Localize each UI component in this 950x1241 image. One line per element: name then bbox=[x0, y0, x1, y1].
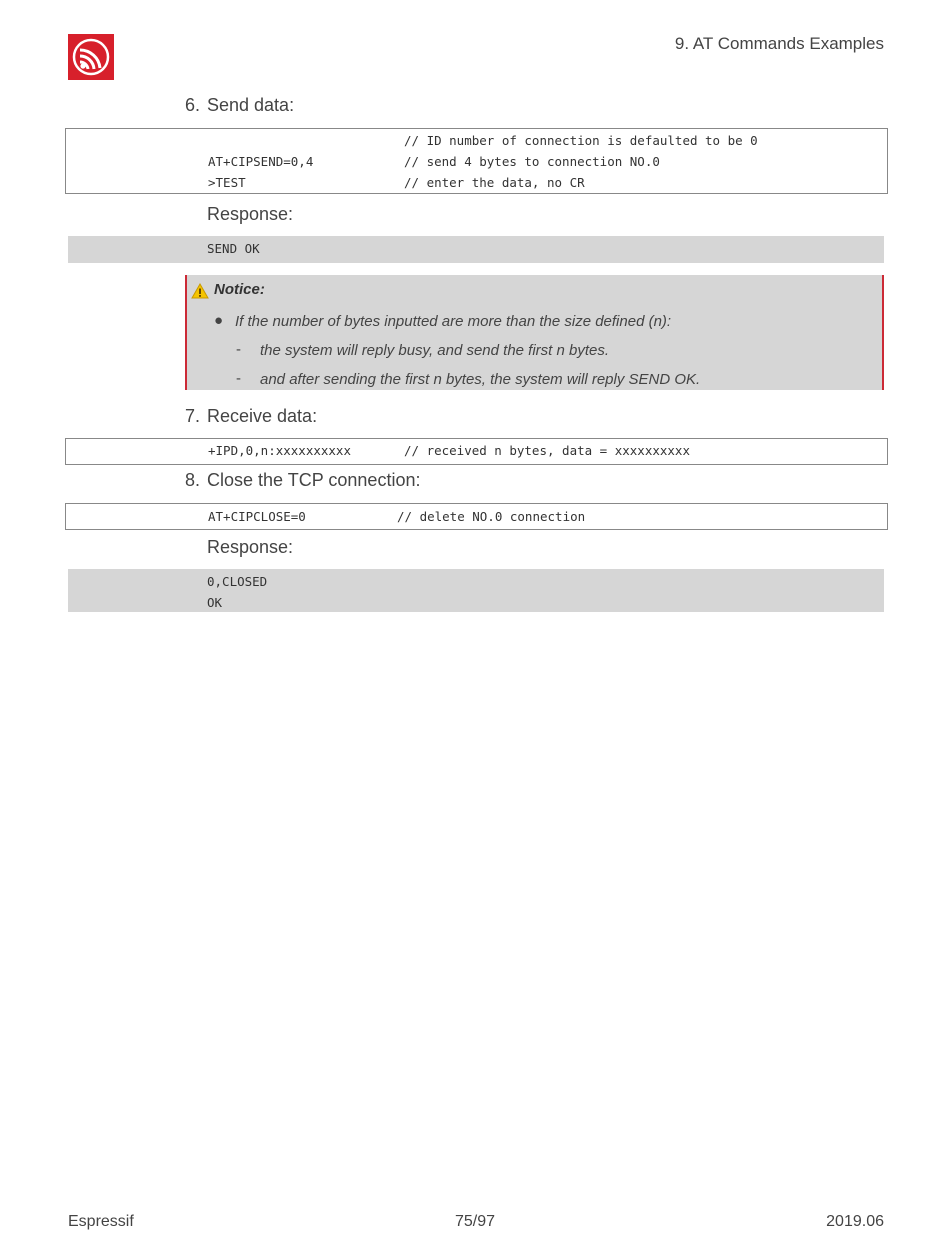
step-title: Receive data: bbox=[207, 406, 318, 426]
response-line: 0,CLOSED bbox=[207, 574, 268, 589]
step-7-heading bbox=[185, 406, 585, 430]
espressif-logo-icon bbox=[68, 34, 114, 80]
bullet-dot: ● bbox=[214, 312, 224, 329]
response-block-close bbox=[68, 569, 884, 612]
notice-box bbox=[185, 275, 884, 390]
code-block-send bbox=[65, 128, 888, 194]
code-command: AT+CIPSEND=0,4 bbox=[208, 154, 314, 169]
response-label: Response: bbox=[207, 537, 294, 557]
response-text: SEND OK bbox=[207, 241, 260, 256]
step-8-heading bbox=[185, 470, 585, 494]
code-comment: // ID number of connection is defaulted to be 0 bbox=[404, 133, 758, 148]
code-comment: // delete NO.0 connection bbox=[397, 509, 586, 524]
step-number: 7. bbox=[185, 406, 201, 426]
step-6-heading bbox=[185, 95, 585, 119]
code-comment: // received n bytes, data = xxxxxxxxxx bbox=[404, 443, 690, 458]
notice-sub-text: the system will reply busy, and send the first n bytes. bbox=[260, 342, 610, 359]
code-block-receive bbox=[65, 438, 888, 465]
code-command: +IPD,0,n:xxxxxxxxxx bbox=[208, 443, 351, 458]
notice-bullet-text: If the number of bytes inputted are more than the size defined (n): bbox=[235, 313, 672, 330]
step-number: 6. bbox=[185, 95, 201, 115]
code-comment: // send 4 bytes to connection NO.0 bbox=[404, 154, 660, 169]
notice-sub-text: and after sending the first n bytes, the system will reply SEND OK. bbox=[260, 371, 701, 388]
code-command: AT+CIPCLOSE=0 bbox=[208, 509, 306, 524]
step-title: Send data: bbox=[207, 95, 295, 115]
sub-dash: - bbox=[236, 370, 241, 387]
code-block-close bbox=[65, 503, 888, 530]
header-title: 9. AT Commands Examples bbox=[674, 34, 884, 53]
notice-title: Notice: bbox=[214, 281, 265, 298]
footer-page-number: 75/97 bbox=[455, 1213, 496, 1230]
response-label: Response: bbox=[207, 204, 294, 224]
response-line: OK bbox=[207, 595, 223, 610]
footer-company: Espressif bbox=[68, 1213, 134, 1230]
step-title: Close the TCP connection: bbox=[207, 470, 421, 490]
code-command: >TEST bbox=[208, 175, 246, 190]
warning-icon bbox=[191, 283, 209, 304]
response-block-send bbox=[68, 236, 884, 263]
code-comment: // enter the data, no CR bbox=[404, 175, 585, 190]
footer-date: 2019.06 bbox=[826, 1213, 884, 1230]
step-number: 8. bbox=[185, 470, 201, 490]
sub-dash: - bbox=[236, 341, 241, 358]
